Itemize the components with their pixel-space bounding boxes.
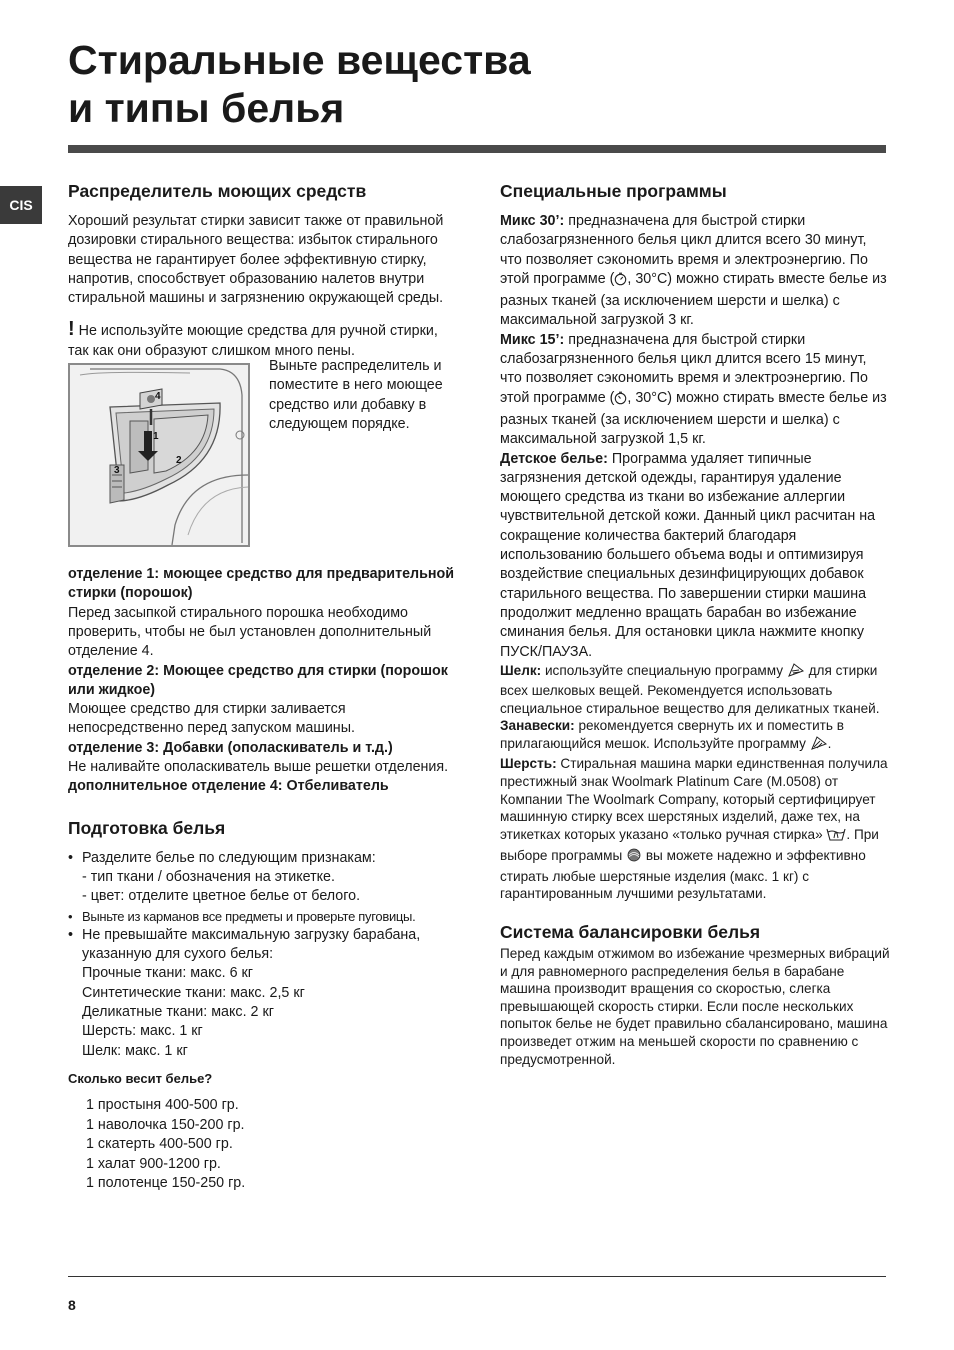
right-column [500,180,890,1068]
wool-program-icon [626,847,642,868]
load-item: Синтетические ткани: макс. 2,5 кг [82,984,305,1001]
label-2: 2 [176,455,182,467]
list-item: 1 скатерть 400-500 гр. [86,1136,233,1153]
timer-icon [614,272,627,292]
compartment-3-text: Не наливайте ополаскиватель выше решетки отделения. [68,759,449,776]
special-heading: Специальные программы [500,181,727,201]
list-item: • Выньте из карманов все предметы и проверьте пуговицы. [68,907,460,926]
compartment-4-title: дополнительное отделение 4: Отбеливатель [68,778,389,795]
silk-paragraph: Шелк: используйте специальную программу для стирки всех шелковых вещей. Рекомендуется использовать специальное стиральное вещество для деликатных тканей. [500,662,880,716]
dispenser-warning [68,318,460,361]
list-item: • Разделите белье по следующим признакам: - тип ткани / обозначения на этикетке. - цвет: отделите цветное белье от белого. [68,849,460,907]
compartment-2-text: Моющее средство для стирки заливается непосредственно перед запуском машины. [68,701,355,737]
page-title [68,36,531,132]
label-3: 3 [114,465,120,477]
baby-paragraph: Детское белье: Программа удаляет типичные загрязнения детской одежды, гарантируя удаление моющего средства из ткани во избежание аллергии чувствительной детской кожи. Данный цикл расчитан на сокращение количества бактерий благодаря использованию большего объема воды и оптимизируя воздействие специальных дезинфицирующих добавок старильного вещества. По завершении стирки машина продолжит медленно вращать барабан во избежание сминания белья. Для остановки цикла нажмите кнопку ПУСК/ПАУЗА. [500,450,876,660]
dispenser-heading: Распределитель моющих средств [68,181,367,201]
compartment-1-title: отделение 1: моющее средство для предварительной стирки (порошок) [68,566,455,602]
balance-heading: Система балансировки белья [500,921,761,942]
list-item: 1 полотенце 150-250 гр. [86,1175,246,1192]
warning-text: Не используйте моющие средства для ручной стирки, так как они образуют слишком много пены. [68,323,438,359]
hand-wash-icon [826,826,846,847]
load-item: Шерсть: макс. 1 кг [82,1023,203,1040]
weights-heading: Сколько весит белье? [68,1070,213,1086]
language-tab: CIS [0,186,42,224]
page-number: 8 [68,1297,76,1313]
curtain-program-icon [810,735,828,756]
wool-paragraph: Шерсть: Стиральная машина марки единственная получила престижный знак Woolmark Platinum Care (M.0508) от Компании The Woolmark Company, который сертифицирует машинную стирку всех шерстяных изделий, даже тех, на этикетках которых указано «только ручная стирка» . При выборе программы вы можете надежно и эффективно стирать любые шерстяные изделия (макс. 1 кг) с гарантированным лучшими результатами. [500,756,888,902]
prep-heading: Подготовка белья [68,817,226,838]
compartment-3-title: отделение 3: Добавки (ополаскиватель и т.д.) [68,739,393,756]
curtains-paragraph: Занавески: рекомендуется свернуть их и поместить в прилагающийся мешок. Используйте программу . [500,717,890,755]
list-item: 1 простыня 400-500 гр. [86,1097,239,1114]
prep-list [68,849,460,1061]
dispenser-intro: Хороший результат стирки зависит также от правильной дозировки стирального вещества: избыток стирального вещества не гарантирует более эффективную стирку, напротив, способствует образованию налетов внутри стиральной машины и загрязнению окружающей среды. [68,213,444,307]
timer-icon [614,391,627,411]
figure-instruction: Выньте распределитель и поместите в него моющее средство или добавку в следующем порядке. [269,358,443,432]
label-4: 4 [155,391,161,403]
load-item: Деликатные ткани: макс. 2 кг [82,1004,274,1021]
mix30-paragraph: Микс 30’: предназначена для быстрой стирки слабозагрязненного белья цикл длится всего 30 минут, что позволяет сэкономить время и электроэнергию. По этой программе ( , 30°C) можно стирать вместе белье из разных тканей (за исключением шерсти и шелка) с максимальной загрузкой 3 кг. [500,213,887,329]
footer-divider [68,1276,886,1277]
silk-program-icon [787,662,805,683]
title-divider [68,145,886,153]
list-item: 1 халат 900-1200 гр. [86,1155,221,1172]
dispenser-illustration [68,363,250,547]
weights-list [68,1096,460,1194]
balance-text: Перед каждым отжимом во избежание чрезмерных вибраций и для равномерного распределения белья в барабане машина производит вращения со скоростью, слегка превышающей скорость стирки. Если после нескольких попыток белье не будет правильно сбалансировано, машина произведет отжим на меньшей скорости по сравнению с предусмотренной. [500,945,890,1067]
warning-icon: ! [68,318,75,341]
list-item: • Не превышайте максимальную загрузку барабана, указанную для сухого белья: Прочные ткани: макс. 6 кг Синтетические ткани: макс. 2,5 кг Деликатные ткани: макс. 2 кг Шерсть: макс. 1 кг Шелк: макс. 1 кг [68,926,460,1061]
mix15-paragraph: Микс 15’: предназначена для быстрой стирки слабозагрязненного белья цикл длится всего 15 минут, что позволяет сэкономить время и электроэнергию. По этой программе ( , 30°C) можно стирать вместе белье из разных тканей (за исключением шерсти и шелка) с максимальной загрузкой 1,5 кг. [500,331,887,448]
compartment-2-title: отделение 2: Моющее средство для стирки (порошок или жидкое) [68,662,448,698]
list-item: 1 наволочка 150-200 гр. [86,1116,245,1133]
title-line-2: и типы белья [68,85,345,131]
compartment-1-text: Перед засыпкой стирального порошка необходимо проверить, чтобы не был установлен дополнительный отделение 4. [68,604,432,660]
load-item: Прочные ткани: макс. 6 кг [82,965,253,982]
label-1: 1 [153,431,159,443]
title-line-1: Стиральные вещества [68,37,531,83]
left-column [68,180,460,1194]
load-item: Шелк: макс. 1 кг [82,1042,188,1059]
